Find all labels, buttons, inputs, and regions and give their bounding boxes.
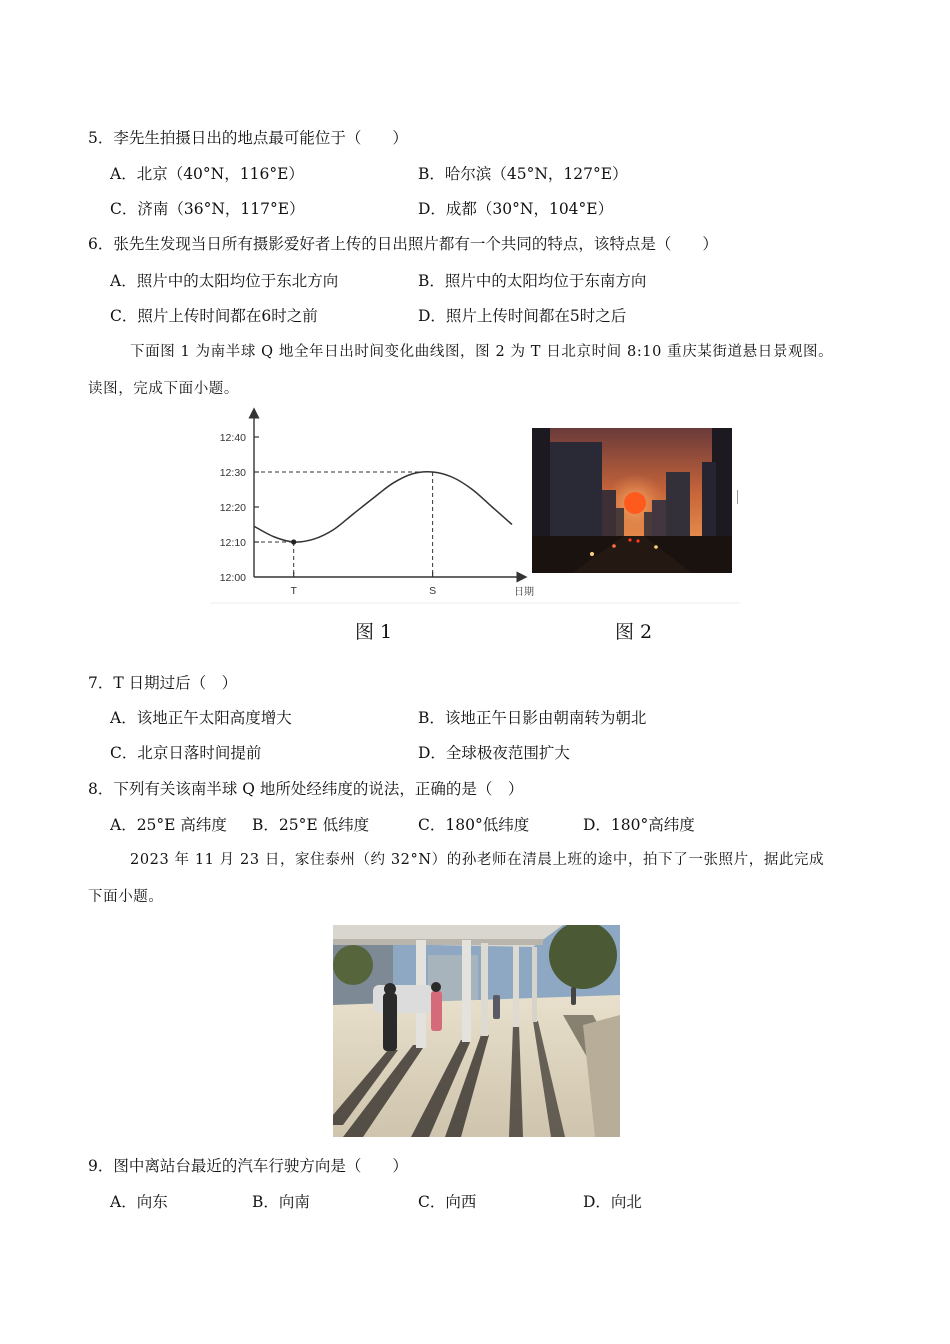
question-6-stem: 6．张先生发现当日所有摄影爱好者上传的日出照片都有一个共同的特点，该特点是（ ） — [88, 235, 718, 253]
question-5-stem: 5．李先生拍摄日出的地点最可能位于（ ） — [88, 129, 408, 147]
intro-2-line-2: 下面小题。 — [88, 889, 164, 905]
person — [493, 995, 500, 1019]
question-8-option-b: B．25°E 低纬度 — [252, 816, 370, 834]
question-6-option-d: D．照片上传时间都在5时之后 — [418, 307, 627, 325]
sun — [624, 492, 646, 514]
shelter-pillar — [462, 940, 471, 1042]
question-8-option-a: A．25°E 高纬度 — [110, 816, 227, 834]
car-light — [612, 544, 616, 548]
question-6-option-b: B．照片中的太阳均位于东南方向 — [418, 272, 647, 290]
question-7-stem: 7．T 日期过后（ ） — [88, 674, 238, 692]
scan-mark — [737, 490, 738, 504]
question-9-option-a: A．向东 — [110, 1193, 168, 1211]
question-9-option-c: C．向西 — [418, 1193, 477, 1211]
question-5-option-b: B．哈尔滨（45°N，127°E） — [418, 165, 628, 183]
car-light — [590, 552, 594, 556]
question-7-option-a: A．该地正午太阳高度增大 — [110, 709, 292, 727]
question-9-stem: 9．图中离站台最近的汽车行驶方向是（ ） — [88, 1157, 408, 1175]
person — [431, 991, 442, 1031]
question-5-option-c: C．济南（36°N，117°E） — [110, 200, 305, 218]
y-tick-label: 12:20 — [219, 502, 246, 514]
car-light — [628, 538, 631, 541]
shelter-pillar — [481, 943, 488, 1036]
shelter-pillar — [513, 945, 519, 1027]
question-5-option-d: D．成都（30°N，104°E） — [418, 200, 614, 218]
question-7-option-c: C．北京日落时间提前 — [110, 744, 262, 762]
point-T — [291, 539, 296, 544]
car — [373, 985, 433, 1013]
question-6-option-c: C．照片上传时间都在6时之前 — [110, 307, 318, 325]
intro-1-line-2: 读图，完成下面小题。 — [88, 381, 239, 397]
x-marker-label-S: S — [429, 585, 437, 597]
intro-2-line-1: 2023 年 11 月 23 日，家住泰州（约 32°N）的孙老师在清晨上班的途中，拍下了一张照片，据此完成 — [130, 852, 825, 868]
person-head — [431, 982, 441, 992]
person — [571, 987, 576, 1005]
question-5-option-a: A．北京（40°N，116°E） — [110, 165, 304, 183]
y-tick-label: 12:00 — [219, 572, 246, 584]
question-7-option-d: D．全球极夜范围扩大 — [418, 744, 570, 762]
intro-1-line-1: 下面图 1 为南半球 Q 地全年日出时间变化曲线图，图 2 为 T 日北京时间 8:10 重庆某街道悬日景观图。 — [130, 344, 834, 360]
question-9-option-d: D．向北 — [583, 1193, 642, 1211]
car-light — [636, 539, 639, 542]
figure-2-caption: 图 2 — [615, 621, 653, 643]
question-7-option-b: B．该地正午日影由朝南转为朝北 — [418, 709, 647, 727]
shelter-roof-edge — [333, 939, 543, 945]
figure-1-caption: 图 1 — [355, 621, 393, 643]
x-marker-label-T: T — [290, 585, 297, 597]
sunrise-curve — [254, 472, 512, 542]
y-tick-label: 12:30 — [219, 467, 246, 479]
person — [383, 993, 397, 1051]
person-head — [384, 983, 396, 995]
shelter-pillar — [532, 947, 537, 1022]
question-8-option-c: C．180°低纬度 — [418, 816, 530, 834]
x-axis-label: 日期 — [514, 587, 534, 598]
bus-stop-photo — [333, 925, 620, 1137]
question-6-option-a: A．照片中的太阳均位于东北方向 — [110, 272, 339, 290]
question-9-option-b: B．向南 — [252, 1193, 310, 1211]
sunset-street-photo — [532, 428, 732, 573]
y-tick-label: 12:40 — [219, 432, 246, 444]
car-light — [654, 545, 658, 549]
tree — [333, 945, 373, 985]
y-tick-label: 12:10 — [219, 537, 246, 549]
question-8-stem: 8．下列有关该南半球 Q 地所处经纬度的说法，正确的是（ ） — [88, 780, 524, 798]
question-8-option-d: D．180°高纬度 — [583, 816, 695, 834]
